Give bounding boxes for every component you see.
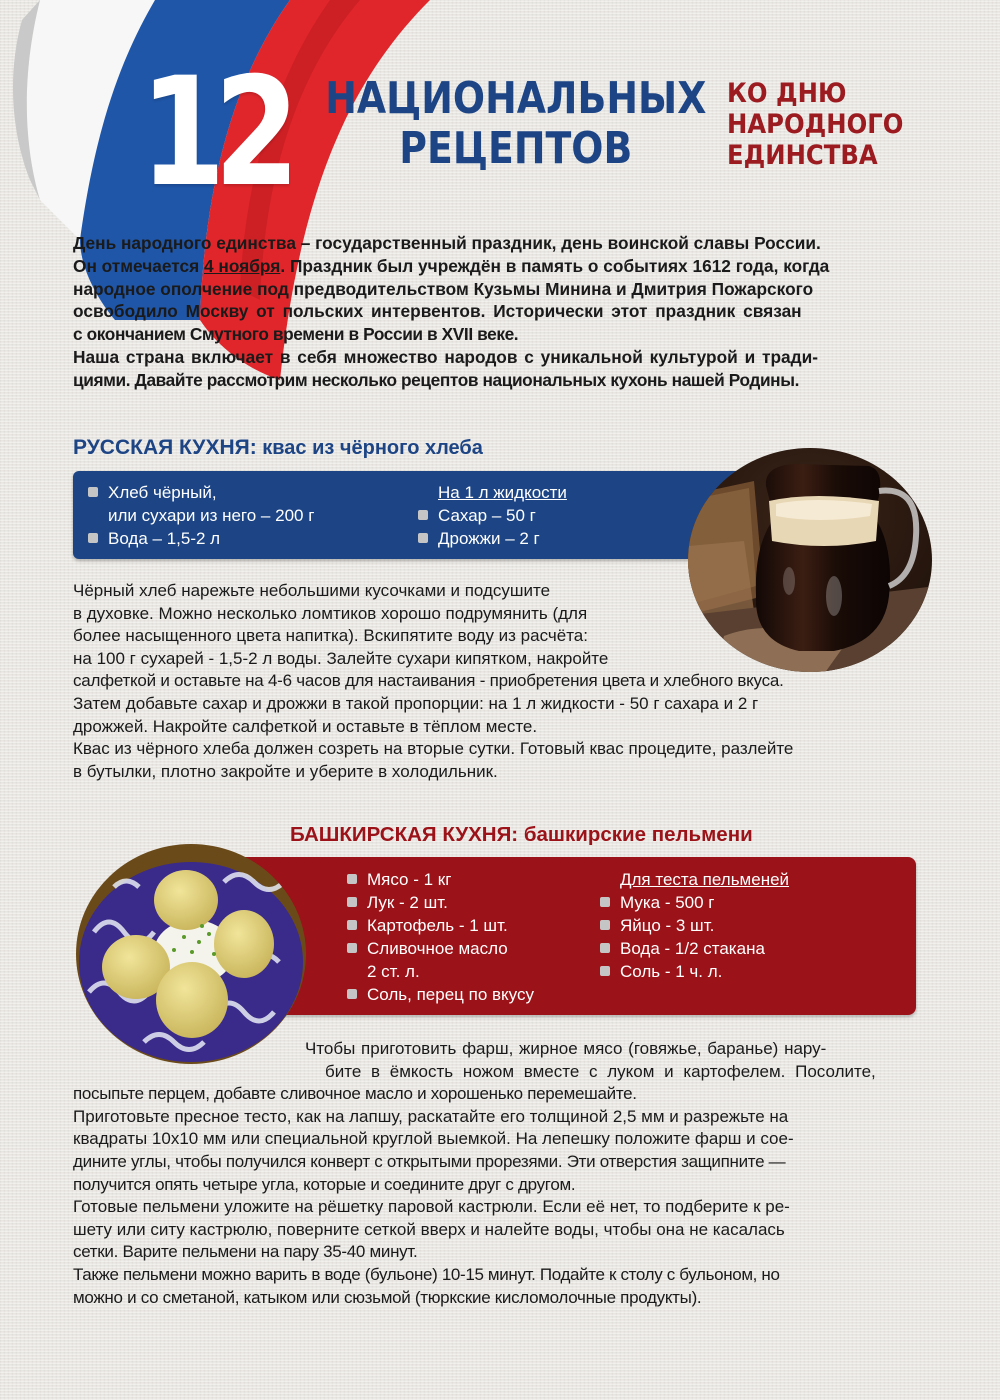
bullet-icon [347,874,357,884]
page-title-line: РЕЦЕПТОВ [399,123,633,174]
ingredient-continuation: или сухари из него – 200 г [108,506,315,525]
method-line: на 100 г сухарей - 1,5-2 л воды. Залейте сухари кипятком, накройте [73,648,609,668]
intro-line: День народного единства – государственный праздник, день воинской славы России. [73,233,821,253]
ingredient-text: Сливочное масло [367,939,508,958]
method-paragraph-russian [73,580,793,783]
method-line: получится опять четыре угла, которые и соедините друг с другом. [73,1174,576,1194]
page-subtitle-line: НАРОДНОГО [727,109,904,140]
ingredient-text: Картофель - 1 шт. [367,916,508,935]
bullet-icon [418,533,428,543]
ingredients-subheader: На 1 л жидкости [438,483,567,502]
page-subtitle [727,78,903,171]
ingredient-item [345,914,534,937]
ingredients-list-left [86,481,314,550]
ingredient-item [345,891,534,914]
method-line: квадраты 10х10 мм или специальной круглой выемкой. На лепешку положите фарш и сое- [73,1129,794,1149]
method-paragraph-bashkir [73,1038,933,1309]
page-subtitle-line: КО ДНЮ [727,78,847,109]
bullet-icon [418,510,428,520]
ingredient-item [416,527,567,550]
ingredient-item [345,937,534,960]
method-line: Готовые пельмени уложите на рёшетку паровой кастрюли. Если её нет, то подберите к ре- [73,1197,790,1217]
ingredient-text: Мясо - 1 кг [367,870,452,889]
bullet-icon [88,487,98,497]
bullet-icon [600,943,610,953]
intro-text: . Праздник был учреждён в память о событиях 1612 года, когда [280,255,830,276]
ingredient-text: Соль, перец по вкусу [367,985,534,1004]
method-line: шету или ситу кастрюлю, поверните сеткой вверх и налейте воды, чтобы она не касалась [73,1219,785,1239]
method-line: Чёрный хлеб нарежьте небольшими кусочками и подсушите [73,581,551,600]
ingredient-text: Хлеб чёрный, [108,483,217,502]
recipe-heading-russian [73,436,483,460]
ingredient-text: Лук - 2 шт. [367,893,448,912]
ingredient-text: Соль - 1 ч. л. [620,962,723,981]
ingredient-item [598,914,789,937]
ingredient-text: Мука - 500 г [620,893,715,912]
bullet-icon [600,920,610,930]
method-line: Также пельмени можно варить в воде (бульоне) 10-15 минут. Подайте к столу с бульоном, но [73,1264,780,1284]
ingredients-subheader: Для теста пельменей [620,870,790,889]
intro-line: циями. Давайте рассмотрим несколько рецептов национальных кухонь нашей Родины. [73,369,799,390]
ingredients-list-right [598,868,789,983]
ingredient-text: Вода - 1/2 стакана [620,939,765,958]
ingredient-continuation: 2 ст. л. [367,962,420,981]
intro-line: освободило Москву от польских интервентов. Исторически этот праздник связан [73,301,802,322]
intro-line [73,255,933,278]
method-line: можно и со сметаной, катыком или сюзьмой (тюркские кисломолочные продукты). [73,1287,702,1307]
method-line: дините углы, чтобы получился конверт с открытыми прорезями. Эти отверстия защипните — [73,1151,786,1171]
method-line: Квас из чёрного хлеба должен созреть на вторые сутки. Готовый квас процедите, разлейте [73,739,794,759]
cuisine-name: РУССКАЯ КУХНЯ: [73,436,257,459]
ingredient-item [416,504,567,527]
bullet-icon [600,966,610,976]
holiday-date: 4 ноября [204,255,281,276]
dish-name: квас из чёрного хлеба [256,437,483,459]
intro-line: Наша страна включает в себя множество народов с уникальной культурой и тради- [73,346,818,367]
method-line: Чтобы приготовить фарш, жирное мясо (говяжье, баранье) нару- [305,1039,827,1058]
intro-paragraph [73,232,933,392]
page-subtitle-line: ЕДИНСТВА [727,140,878,171]
dish-name: башкирские пельмени [518,823,753,846]
ingredient-text: Яйцо - 3 шт. [620,916,715,935]
method-line: Затем добавьте сахар и дрожжи в такой пропорции: на 1 л жидкости - 50 г сахара и 2 г [73,693,759,713]
ingredient-item [345,983,534,1006]
intro-line: с окончанием Смутного времени в России в XVII веке. [73,324,519,345]
method-line: в бутылки, плотно закройте и уберите в холодильник. [73,761,498,781]
bullet-icon [347,989,357,999]
page-title-line: НАЦИОНАЛЬНЫХ [325,73,707,124]
method-line: более насыщенного цвета напитка). Вскипятите воду из расчёта: [73,626,588,646]
method-line: в духовке. Можно несколько ломтиков хорошо подрумянить (для [73,603,588,623]
method-line: дрожжей. Накройте салфеткой и оставьте в тёплом месте. [73,716,538,736]
recipe-count-number: 12 [140,46,289,220]
method-line: Приготовьте пресное тесто, как на лапшу, раскатайте его толщиной 2,5 мм и разрежьте на [73,1106,789,1126]
method-line: посыпьте перцем, добавте сливочное масло и хорошенько перемешайте. [73,1084,637,1104]
recipe-heading-bashkir [290,823,753,847]
bullet-icon [347,943,357,953]
pelmeni-image [74,842,308,1070]
ingredient-item [86,481,314,504]
ingredient-item [86,527,314,550]
ingredient-text: Сахар – 50 г [438,506,536,525]
cuisine-name: БАШКИРСКАЯ КУХНЯ: [290,823,519,846]
ingredient-item [598,937,789,960]
ingredient-item [598,960,789,983]
page-title [318,74,714,174]
intro-text: Он отмечается [73,255,204,276]
ingredient-item [598,891,789,914]
intro-line: народное ополчение под предводительством Кузьмы Минина и Дмитрия Пожарского [73,278,814,299]
ingredient-text: Дрожжи – 2 г [438,529,540,548]
bullet-icon [347,897,357,907]
ingredients-list-right [416,481,567,550]
ingredient-item [345,868,534,891]
method-line: сетки. Варите пельмени на пару 35-40 минут. [73,1242,418,1262]
bullet-icon [600,897,610,907]
bullet-icon [347,920,357,930]
ingredients-list-left [345,868,534,1006]
method-line: салфеткой и оставьте на 4-6 часов для настаивания - приобретения цвета и хлебного вкуса. [73,671,784,691]
method-line: бите в ёмкость ножом вместе с луком и картофелем. Посолите, [325,1061,876,1081]
bullet-icon [88,533,98,543]
ingredient-text: Вода – 1,5-2 л [108,529,221,548]
